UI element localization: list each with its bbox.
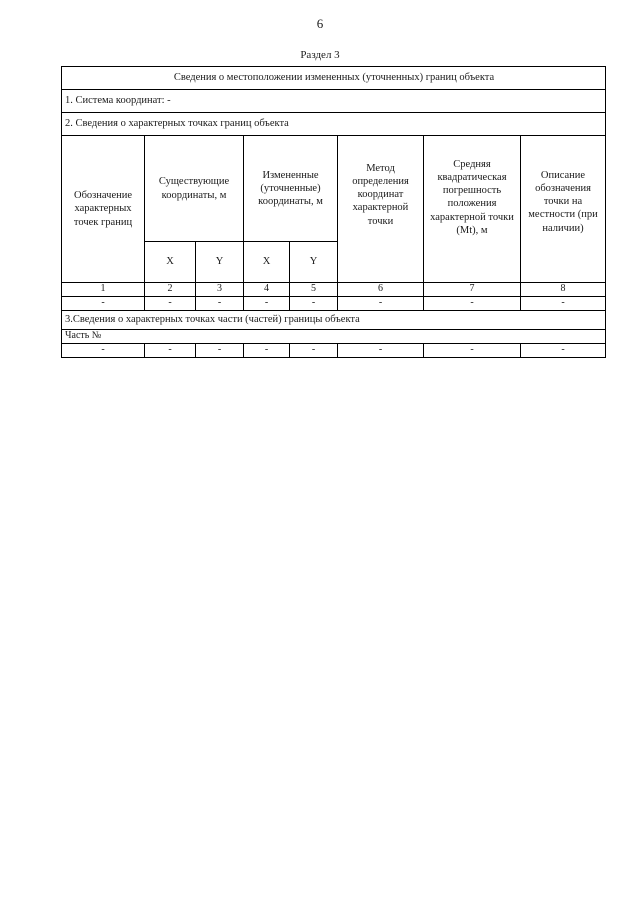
col-designation-header: Обозначение характерных точек границ (62, 136, 145, 283)
parts-section-header: 3.Сведения о характерных точках части (частей) границы объекта (62, 311, 606, 330)
column-number: 1 (62, 283, 145, 297)
points-section-header: 2. Сведения о характерных точках границ объекта (62, 113, 606, 136)
table-title: Сведения о местоположении измененных (уточненных) границ объекта (62, 67, 606, 90)
changed-y-header: Y (290, 242, 338, 283)
column-number: 5 (290, 283, 338, 297)
coordinate-system: 1. Система координат: - (62, 90, 606, 113)
column-numbers-row (62, 283, 606, 297)
table-cell: - (196, 344, 244, 358)
table-cell: - (521, 297, 606, 311)
table-cell: - (290, 297, 338, 311)
table-cell: - (244, 344, 290, 358)
table-row (62, 297, 606, 311)
col-changed-coords-header: Измененные (уточненные) координаты, м (244, 136, 338, 242)
table-cell: - (62, 297, 145, 311)
existing-y-header: Y (196, 242, 244, 283)
table-cell: - (62, 344, 145, 358)
changed-x-header: X (244, 242, 290, 283)
page-number: 6 (316, 16, 324, 31)
section-title: Раздел 3 (300, 49, 340, 61)
column-number: 7 (424, 283, 521, 297)
table-cell: - (338, 297, 424, 311)
table-cell: - (424, 344, 521, 358)
table-cell: - (290, 344, 338, 358)
table-cell: - (145, 344, 196, 358)
table-cell: - (196, 297, 244, 311)
col-existing-coords-header: Существующие координаты, м (145, 136, 244, 242)
col-description-header: Описание обозначения точки на местности (при наличии) (521, 136, 606, 283)
table-cell: - (424, 297, 521, 311)
column-number: 8 (521, 283, 606, 297)
column-number: 6 (338, 283, 424, 297)
column-number: 3 (196, 283, 244, 297)
part-number-label: Часть № (62, 330, 606, 344)
boundary-table (61, 66, 606, 358)
table-cell: - (244, 297, 290, 311)
table-cell: - (338, 344, 424, 358)
col-mean-error-header: Средняя квадратическая погрешность положения характерной точки (Mt), м (424, 136, 521, 283)
table-cell: - (521, 344, 606, 358)
existing-x-header: X (145, 242, 196, 283)
col-method-header: Метод определения координат характерной точки (338, 136, 424, 283)
column-number: 4 (244, 283, 290, 297)
table-row (62, 344, 606, 358)
table-cell: - (145, 297, 196, 311)
column-number: 2 (145, 283, 196, 297)
